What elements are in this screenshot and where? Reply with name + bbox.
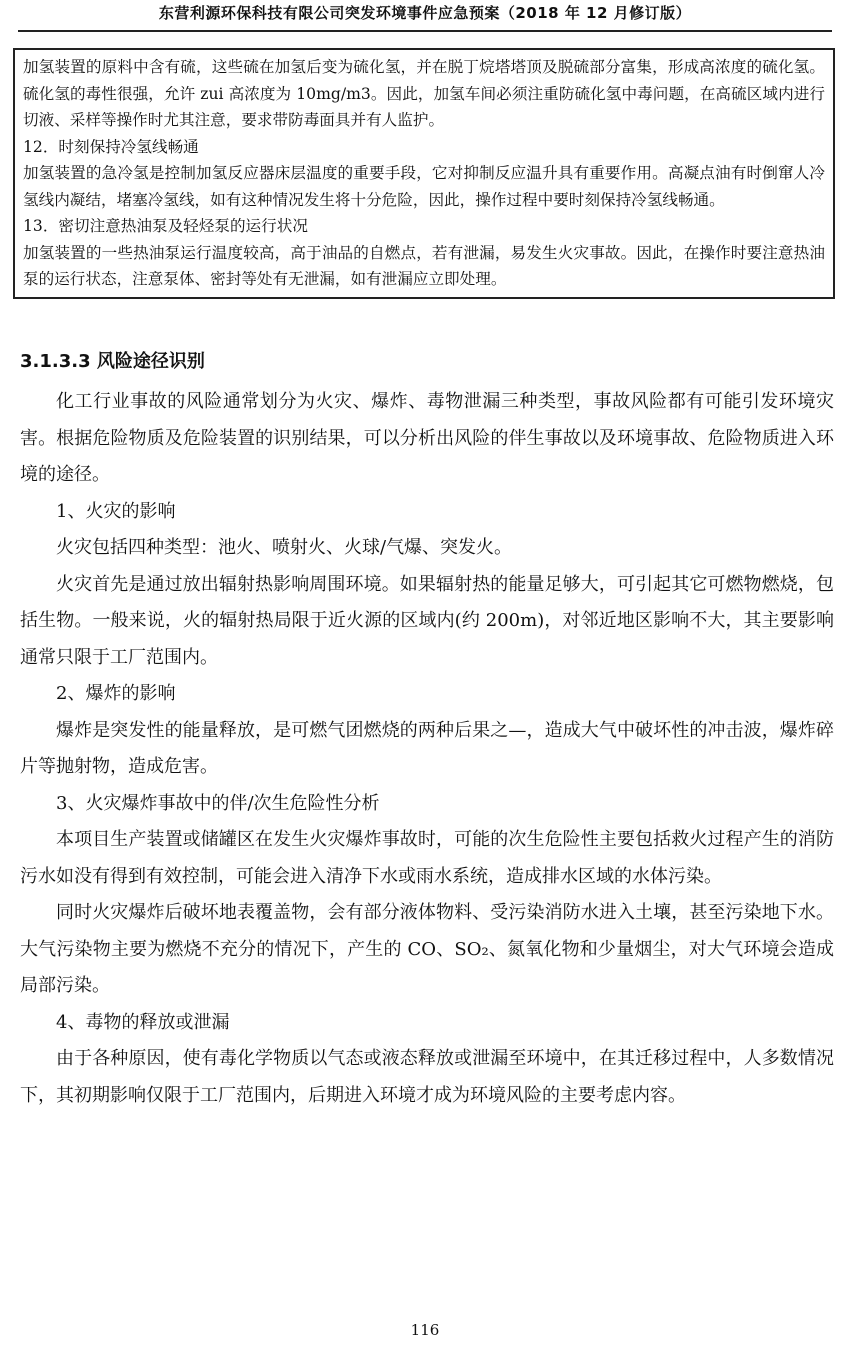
body-paragraph: 本项目生产装置或储罐区在发生火灾爆炸事故时，可能的次生危险性主要包括救火过程产生的消防污水如没有得到有效控制，可能会进入清净下水或雨水系统，造成排水区域的水体污染。 — [20, 829, 834, 887]
boxed-paragraph: 加氢装置的原料中含有硫，这些硫在加氢后变为硫化氢，并在脱丁烷塔塔顶及脱硫部分富集，形成高浓度的硫化氢。硫化氢的毒性很强，允许 zui 高浓度为 10mg/m3。因此，加氢车间必须注重防硫化氢中毒问题，在高硫区域内进行切液、采样等操作时尤其注意，要求带防毒面具并有人监护。 — [23, 58, 825, 129]
section-heading: 3.1.3.3 风险途径识别 — [20, 351, 205, 372]
boxed-item-title: 13．密切注意热油泵及轻烃泵的运行状况 — [23, 217, 308, 235]
body-paragraph: 化工行业事故的风险通常划分为火灾、爆炸、毒物泄漏三种类型，事故风险都有可能引发环境灾害。根据危险物质及危险装置的识别结果，可以分析出风险的伴生事故以及环境事故、危险物质进入环境的途径。 — [20, 391, 834, 485]
boxed-excerpt — [13, 48, 835, 299]
body-paragraph: 爆炸是突发性的能量释放，是可燃气团燃烧的两种后果之—，造成大气中破坏性的冲击波，爆炸碎片等抛射物，造成危害。 — [20, 719, 834, 777]
boxed-paragraph: 加氢装置的急冷氢是控制加氢反应器床层温度的重要手段，它对抑制反应温升具有重要作用。高凝点油有时倒窜人冷氢线内凝结，堵塞冷氢线，如有这种情况发生将十分危险，因此，操作过程中要时刻保持冷氢线畅通。 — [23, 164, 825, 209]
subheading: 1、火灾的影响 — [56, 500, 176, 522]
body-paragraph: 火灾首先是通过放出辐射热影响周围环境。如果辐射热的能量足够大，可引起其它可燃物燃烧，包括生物。一般来说，火的辐射热局限于近火源的区域内(约 200m)，对邻近地区影响不大，其主要影响通常只限于工厂范围内。 — [20, 573, 834, 668]
body-paragraph: 由于各种原因，使有毒化学物质以气态或液态释放或泄漏至环境中，在其迁移过程中，人多数情况下，其初期影响仅限于工厂范围内，后期进入环境才成为环境风险的主要考虑内容。 — [20, 1048, 834, 1106]
boxed-item-title: 12．时刻保持冷氢线畅通 — [23, 137, 199, 156]
boxed-paragraph: 加氢装置的一些热油泵运行温度较高，高于油品的自燃点，若有泄漏，易发生火灾事故。因此，在操作时要注意热油泵的运行状态，注意泵体、密封等处有无泄漏，如有泄漏应立即处理。 — [23, 243, 825, 288]
page-number: 116 — [410, 1321, 440, 1339]
body-paragraph: 同时火灾爆炸后破坏地表覆盖物，会有部分液体物料、受污染消防水进入土壤，甚至污染地下水。大气污染物主要为燃烧不充分的情况下，产生的 CO、SO₂、氮氧化物和少量烟尘，对大气环境会造成局部污染。 — [20, 902, 834, 996]
header-title: 东营利源环保科技有限公司突发环境事件应急预案（2018 年 12 月修订版） — [158, 4, 692, 22]
subheading: 3、火灾爆炸事故中的伴/次生危险性分析 — [56, 792, 380, 814]
page-header — [18, 0, 832, 32]
main-body — [20, 384, 834, 1114]
subheading: 2、爆炸的影响 — [56, 683, 176, 704]
body-paragraph: 火灾包括四种类型：池火、喷射火、火球/气爆、突发火。 — [56, 537, 513, 558]
subheading: 4、毒物的释放或泄漏 — [56, 1011, 230, 1033]
